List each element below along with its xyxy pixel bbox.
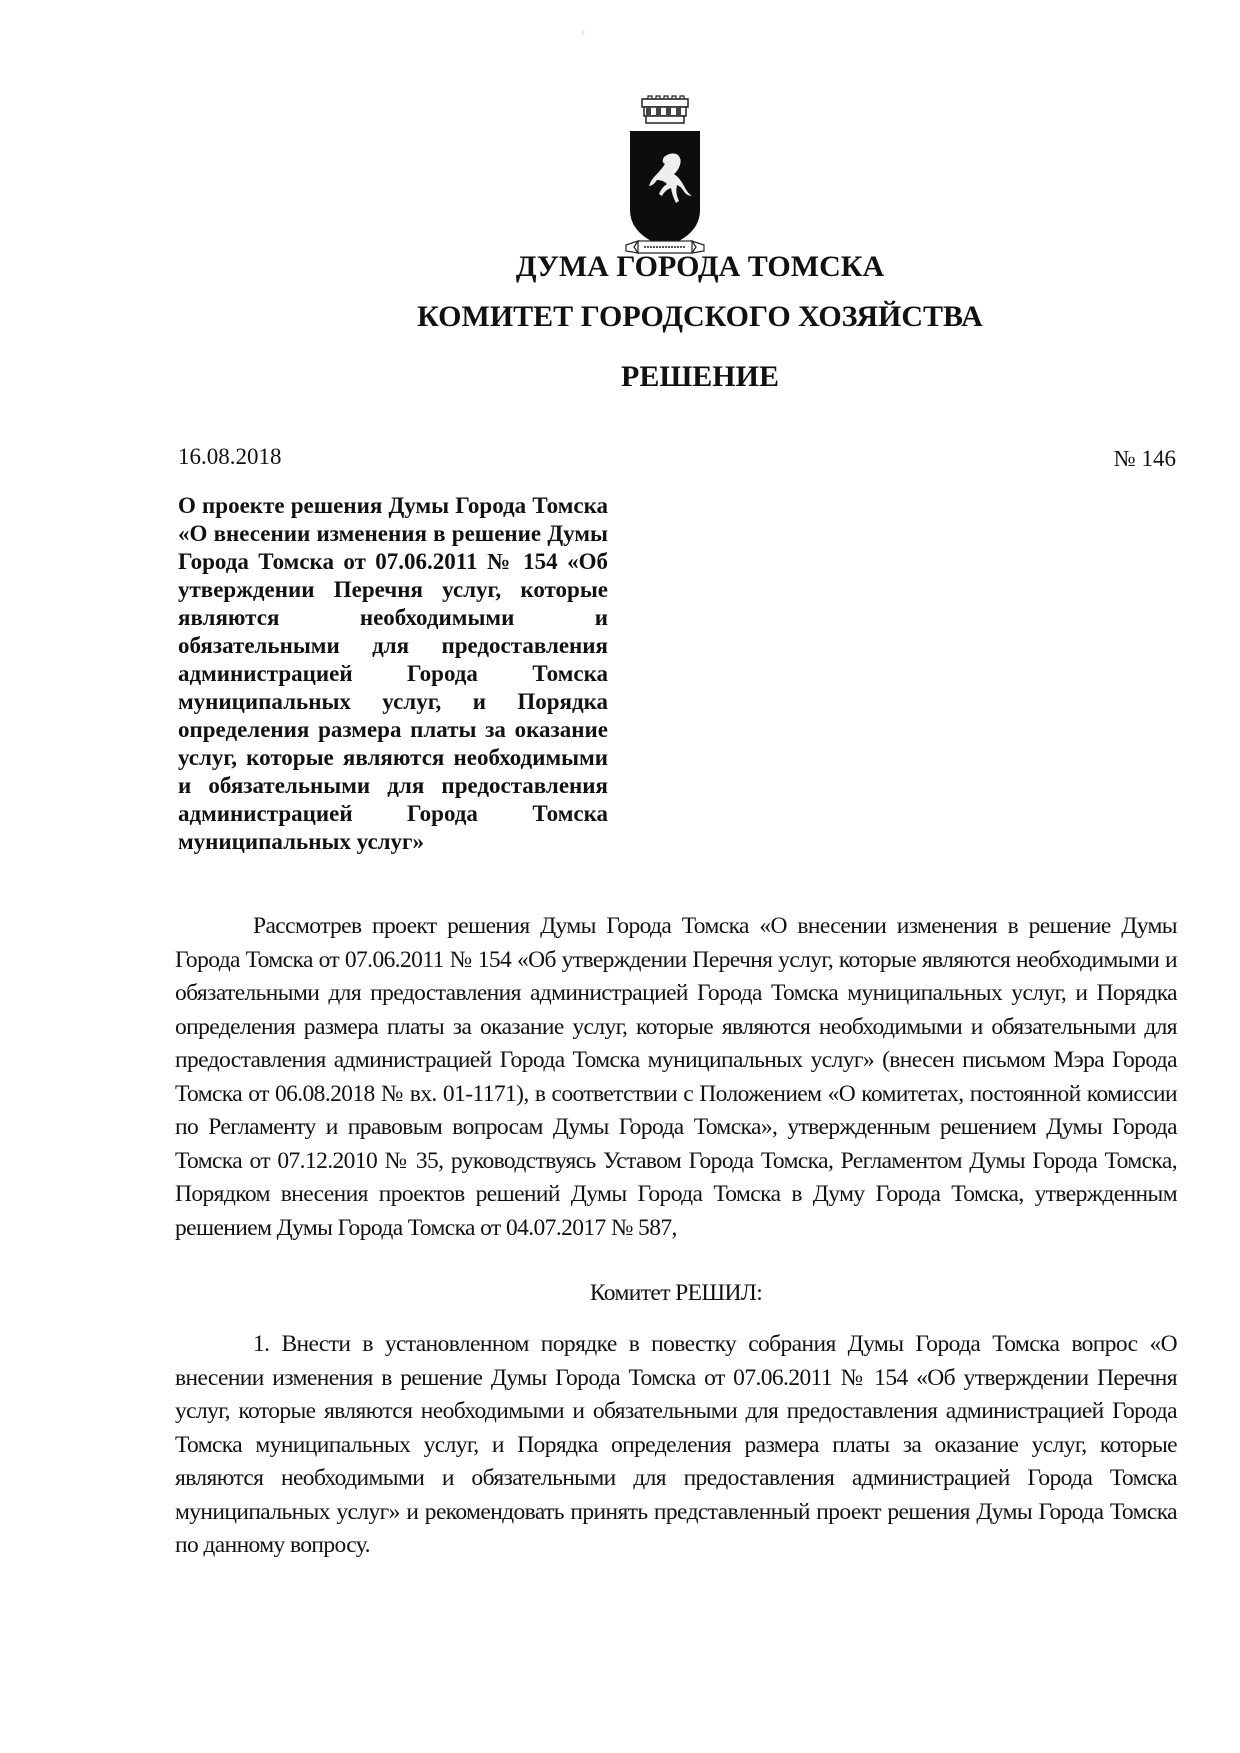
organization-title: ДУМА ГОРОДА ТОМСКА — [515, 250, 885, 283]
document-subject: О проекте решения Думы Города Томска «О внесении изменения в решение Думы Города Томска от 07.06.2011 № 154 «Об утверждении Перечня услуг, которые являются необходимыми и обязательными для предоставления администрацией Города Томска муниципальных услуг, и Порядка определения размера платы за оказание услуг, которые являются необходимыми и обязательными для предоставления администрацией Города Томска муниципальных услуг» — [178, 493, 608, 854]
resolution-item — [175, 1328, 1177, 1563]
preamble-paragraph: Рассмотрев проект решения Думы Города Томска «О внесении изменения в решение Думы Города Томска от 07.06.2011 № 154 «Об утверждении Перечня услуг, которые являются необходимыми и обязательными для предоставления администрацией Города Томска муниципальных услуг, и Порядка определения размера платы за оказание услуг, которые являются необходимыми и обязательными для предоставления администрацией Города Томска муниципальных услуг» (внесен письмом Мэра Города Томска от 06.08.2018 № вх. 01-1171), в соответствии с Положением «О комитетах, постоянной комиссии по Регламенту и правовым вопросам Думы Города Томска», утвержденным решением Думы Города Томска от 07.12.2010 № 35, руководствуясь Уставом Города Томска, Регламентом Думы Города Томска, Порядком внесения проектов решений Думы Города Томска в Думу Города Томска, утвержденным решением Думы Города Томска от 04.07.2017 № 587, — [175, 913, 1177, 1241]
document-type-title: РЕШЕНИЕ — [621, 360, 779, 393]
committee-title: КОМИТЕТ ГОРОДСКОГО ХОЗЯЙСТВА — [417, 300, 983, 333]
document-date: 16.08.2018 — [178, 444, 282, 469]
coat-of-arms-icon — [620, 95, 710, 255]
crown-icon — [642, 96, 688, 123]
document-number: № 146 — [1113, 446, 1176, 471]
resolved-heading: Комитет РЕШИЛ: — [589, 1280, 763, 1306]
resolution-item-number: 1. — [253, 1331, 270, 1357]
scan-artifact — [582, 30, 584, 35]
resolution-item-text: Внести в установленном порядке в повестку собрания Думы Города Томска вопрос «О внесении изменения в решение Думы Города Томска от 07.06.2011 № 154 «Об утверждении Перечня услуг, которые являются необходимыми и обязательными для предоставления администрацией Города Томска муниципальных услуг, и Порядка определения размера платы за оказание услуг, которые являются необходимыми и обязательными для предоставления администрацией Города Томска муниципальных услуг» и рекомендовать принять представленный проект решения Думы Города Томска по данному вопросу. — [175, 1331, 1177, 1558]
